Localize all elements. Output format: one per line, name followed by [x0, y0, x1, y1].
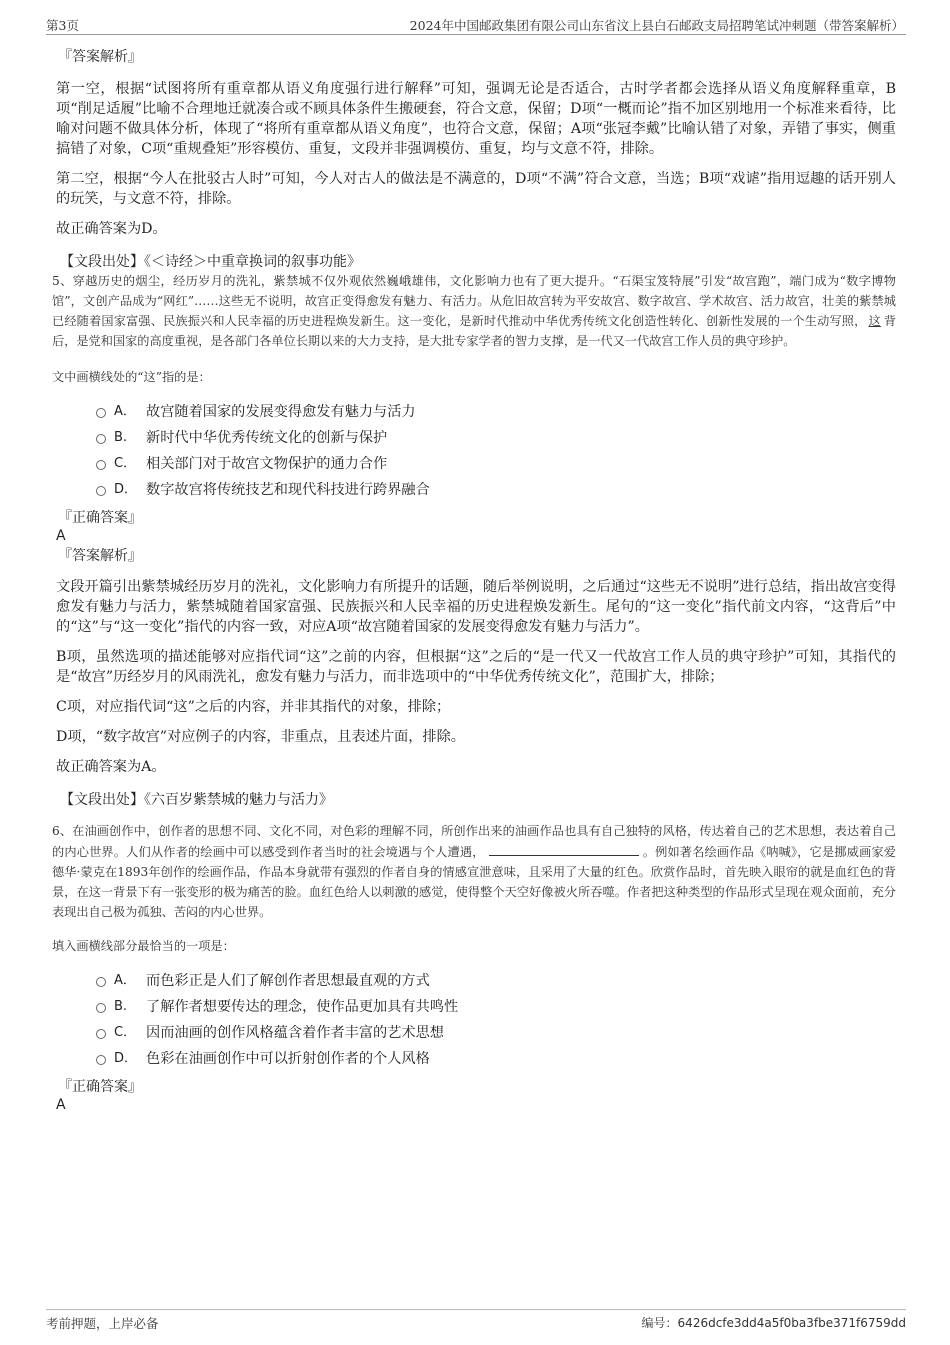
q6-options	[56, 968, 896, 1072]
q5-stem	[52, 271, 896, 351]
q6-answer: A	[56, 1097, 66, 1113]
radio-icon[interactable]	[96, 1029, 106, 1039]
q5-options	[56, 399, 896, 503]
q5-option-b[interactable]: B. 新时代中华优秀传统文化的创新与保护	[56, 425, 896, 451]
radio-icon[interactable]	[96, 977, 106, 987]
radio-icon[interactable]	[96, 1055, 106, 1065]
radio-icon[interactable]	[96, 486, 106, 496]
q5-analysis-label: 『答案解析』	[58, 548, 142, 564]
q5-answer: A	[56, 528, 66, 544]
q4-analysis-label: 『答案解析』	[58, 49, 142, 65]
q5-source: 【文段出处】《六百岁紫禁城的魅力与活力》	[60, 792, 333, 808]
q5-analysis-para3: C项，对应指代词“这”之后的内容，并非其指代的对象，排除；	[56, 699, 451, 715]
radio-icon[interactable]	[96, 408, 106, 418]
footer-code-value: 6426dcfe3dd4a5f0ba3fbe371f6759dd	[677, 1316, 906, 1330]
q5-analysis-para2: B项，虽然选项的描述能够对应指代词“这”之前的内容，但根据“这”之后的“是一代又一代故宫工作人员的典守珍护”可知，其指代的是“故宫”历经岁月的风雨洗礼，愈发有魅力与活力，而非选项中的“中华优秀传统文化”，范围扩大，排除；	[56, 649, 896, 685]
document-body	[52, 48, 897, 1114]
q6-stem	[52, 821, 896, 922]
footer-slogan: 考前押题，上岸必备	[46, 1316, 159, 1331]
q6-answer-label: 『正确答案』	[58, 1079, 142, 1095]
q5-conclusion: 故正确答案为A。	[56, 759, 166, 775]
q6-option-d[interactable]: D． 色彩在油画创作中可以折射创作者的个人风格	[56, 1046, 896, 1072]
q6-blank	[489, 841, 639, 856]
q4-source: 【文段出处】《＜诗经＞中重章换词的叙事功能》	[60, 254, 361, 270]
q5-analysis-para4: D项，“数字故宫”对应例子的内容，非重点，且表述片面，排除。	[56, 729, 465, 745]
q5-underlined-word: 这	[868, 314, 881, 328]
footer-code	[642, 1314, 906, 1331]
q5-option-c[interactable]: C． 相关部门对于故宫文物保护的通力合作	[56, 451, 896, 477]
q6-option-c[interactable]: C． 因而油画的创作风格蕴含着作者丰富的艺术思想	[56, 1020, 896, 1046]
q4-analysis-para2: 第二空，根据“今人在批驳古人时”可知，今人对古人的做法是不满意的，D项“不满”符合文意，当选；B项“戏谑”指用逗趣的话开别人的玩笑，与文意不符，排除。	[56, 171, 896, 207]
radio-icon[interactable]	[96, 434, 106, 444]
document-title: 2024年中国邮政集团有限公司山东省汶上县白石邮政支局招聘笔试冲刺题（带答案解析）	[409, 18, 904, 33]
footer-code-label: 编号：	[641, 1316, 678, 1330]
q5-option-d[interactable]: D． 数字故宫将传统技艺和现代科技进行跨界融合	[56, 477, 896, 503]
q5-answer-label: 『正确答案』	[58, 510, 142, 526]
q6-stem-before: 6、在油画创作中，创作者的思想不同、文化不同，对色彩的理解不同，所创作出来的油画作品也具有自己独特的风格，传达着自己的艺术思想，表达着自己的内心世界。人们从作者的绘画中可以感受到作者当时的社会境遇与个人遭遇，	[52, 824, 896, 859]
q5-option-a[interactable]: A． 故宫随着国家的发展变得愈发有魅力与活力	[56, 399, 896, 425]
page-number: 第3页	[46, 18, 79, 33]
q5-stem-before: 5、穿越历史的烟尘，经历岁月的洗礼，紫禁城不仅外观依然巍峨雄伟，文化影响力也有了更大提升。“石渠宝笈特展”引发“故宫跑”，端门成为“数字博物馆”，文创产品成为“网红”……这些无不说明，故宫正变得愈发有魅力、有活力。从危旧故宫转为平安故宫、数字故宫、学术故宫、活力故宫，壮美的紫禁城已经随着国家富强、民族振兴和人民幸福的历史进程焕发新生。这一变化，是新时代推动中华优秀传统文化创造性转化、创新性发展的一个生动写照，	[52, 274, 896, 328]
q5-stem-after: 背后，是党和国家的高度重视，是各部门各单位长期以来的大力支持，是大批专家学者的智力支撑，是一代又一代故宫工作人员的典守珍护。	[52, 314, 897, 348]
q4-conclusion: 故正确答案为D。	[56, 221, 167, 237]
radio-icon[interactable]	[96, 460, 106, 470]
q5-prompt: 文中画横线处的“这”指的是：	[52, 370, 211, 384]
page-footer	[46, 1309, 906, 1331]
radio-icon[interactable]	[96, 1003, 106, 1013]
q6-option-a[interactable]: A． 而色彩正是人们了解创作者思想最直观的方式	[56, 968, 896, 994]
q4-analysis-para1: 第一空，根据“试图将所有重章都从语义角度强行进行解释”可知，强调无论是否适合，古时学者都会选择从语义角度解释重章，B项“削足适履”比喻不合理地迁就凑合或不顾具体条件生搬硬套，符合文意，保留；D项“一概而论”指不加区别地用一个标准来看待，比喻对问题不做具体分析，体现了“将所有重章都从语义角度”，也符合文意，保留；A项“张冠李戴”比喻认错了对象，弄错了事实，侧重搞错了对象，C项“重规叠矩”形容模仿、重复，文段并非强调模仿、重复，均与文意不符，排除。	[56, 81, 896, 157]
q6-prompt: 填入画横线部分最恰当的一项是：	[52, 939, 235, 953]
page-header	[46, 14, 906, 35]
q6-option-b[interactable]: B. 了解作者想要传达的理念，使作品更加具有共鸣性	[56, 994, 896, 1020]
q5-analysis-para1: 文段开篇引出紫禁城经历岁月的洗礼，文化影响力有所提升的话题，随后举例说明，之后通过“这些无不说明”进行总结，指出故宫变得愈发有魅力与活力，紫禁城随着国家富强、民族振兴和人民幸福的历史进程焕发新生。尾句的“这一变化”指代前文内容，“这背后”中的“这”与“这一变化”指代的内容一致，对应A项“故宫随着国家的发展变得愈发有魅力与活力”。	[56, 579, 896, 635]
q6-stem-after: 。例如著名绘画作品《呐喊》，它是挪威画家爱德华·蒙克在1893年创作的绘画作品，作品本身就带有强烈的作者自身的情感宣泄意味，且采用了大量的红色。欣赏作品时，首先映入眼帘的就是血红色的背景，在这一背景下有一张变形的极为痛苦的脸。血红色给人以刺激的感觉，使得整个天空好像被火所吞噬。作者把这种类型的作品形式呈现在观众面前，充分表现出自己极为孤独、苦闷的内心世界。	[52, 845, 896, 919]
